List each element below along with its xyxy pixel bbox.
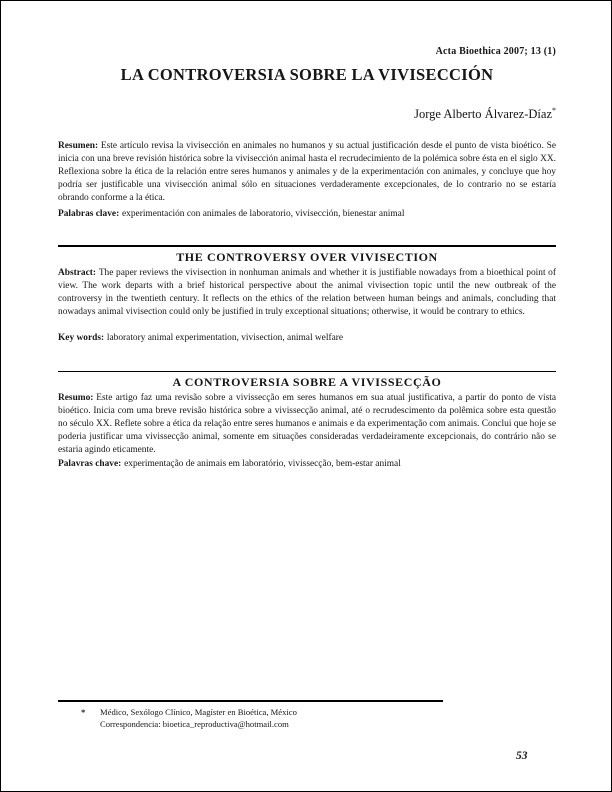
abstract-es-paragraph	[58, 140, 556, 205]
section-divider-pt	[58, 371, 556, 372]
journal-header: Acta Bioethica 2007; 13 (1)	[435, 46, 556, 57]
section-divider-en	[58, 245, 556, 247]
footnote-affiliation: Médico, Sexólogo Clínico, Magíster en Bioética, México	[100, 707, 297, 717]
page-number: 53	[516, 750, 528, 762]
abstract-en-text: The paper reviews the vivisection in nonhuman animals and whether it is justifiable nowadays from a bioethical point of view. The work departs with a brief historical perspective about the animal vivisection topic until the new outbreak of the controversy in the twentieth century. It reflects on the ethics of the relation between human beings and animals, concluding that nowadays animal vivisection could only be justified in truly exceptional situations; otherwise, it would be contrary to ethics.	[58, 268, 556, 317]
footnote-text	[100, 706, 501, 730]
footnote-divider	[58, 700, 443, 702]
abstract-en-paragraph	[58, 267, 556, 319]
abstract-es-label: Resumen:	[58, 141, 99, 151]
page-title: LA CONTROVERSIA SOBRE LA VIVISECCIÓN	[120, 65, 494, 84]
footnote-symbol: *	[81, 707, 86, 717]
abstract-en-label: Abstract:	[58, 268, 97, 278]
keywords-en-text: laboratory animal experimentation, vivisection, animal welfare	[106, 333, 344, 343]
footnote	[81, 706, 501, 730]
abstract-es-text: Este artículo revisa la vivisección en animales no humanos y su actual justificación desde el punto de vista bioético. Se inicia con una breve revisión histórica sobre la vivisección animal hasta el recrudecimiento de la polémica sobre ésta en el siglo XX. Reflexiona sobre la ética de la relación entre seres humanos y animales y de la experimentación con animales, y concluye que hoy podría ser justificable una vivisección animal sólo en situaciones verdaderamente excepcionales, de lo contrario no se estaría obrando conforme a la ética.	[58, 141, 556, 203]
footnote-correspondence: Correspondencia: bioetica_reproductiva@hotmail.com	[100, 719, 289, 729]
keywords-pt-text: experimentação de animais em laboratório, vivissecção, bem-estar animal	[124, 459, 401, 469]
section-heading-en: THE CONTROVERSY OVER VIVISECTION	[176, 250, 438, 264]
keywords-es-text: experimentación con animales de laboratorio, vivisección, bienestar animal	[122, 209, 405, 219]
keywords-pt-label: Palavras chave:	[58, 459, 122, 469]
keywords-en-line	[58, 332, 556, 345]
section-heading-pt: A CONTROVERSIA SOBRE A VIVISSECÇÃO	[172, 375, 442, 389]
abstract-pt-paragraph	[58, 392, 556, 457]
abstract-pt-text: Este artigo faz uma revisão sobre a vivissecção em seres humanos em sua atual justificativa, a partir do ponto de vista bioético. Inicia com uma breve revisão histórica sobre a vivissecção animal, até o recrudescimento da polêmica sobre esta questão no século XX. Reflete sobre a ética da relação entre seres humanos e animais e da experimentação com animais. Conclui que hoje se poderia justificar uma vivissecção animal, somente em situações consideradas verdadeiramente excepcionais, do contrário não se estaria agindo eticamente.	[58, 393, 556, 455]
keywords-en-label: Key words:	[58, 333, 105, 343]
abstract-pt-label: Resumo:	[58, 393, 94, 403]
author-note-symbol: *	[552, 106, 556, 115]
keywords-es-label: Palabras clave:	[58, 209, 120, 219]
keywords-pt-line	[58, 458, 556, 471]
author-name: Jorge Alberto Álvarez-Díaz	[414, 107, 552, 122]
author-line	[58, 106, 556, 122]
keywords-es-line	[58, 208, 556, 221]
